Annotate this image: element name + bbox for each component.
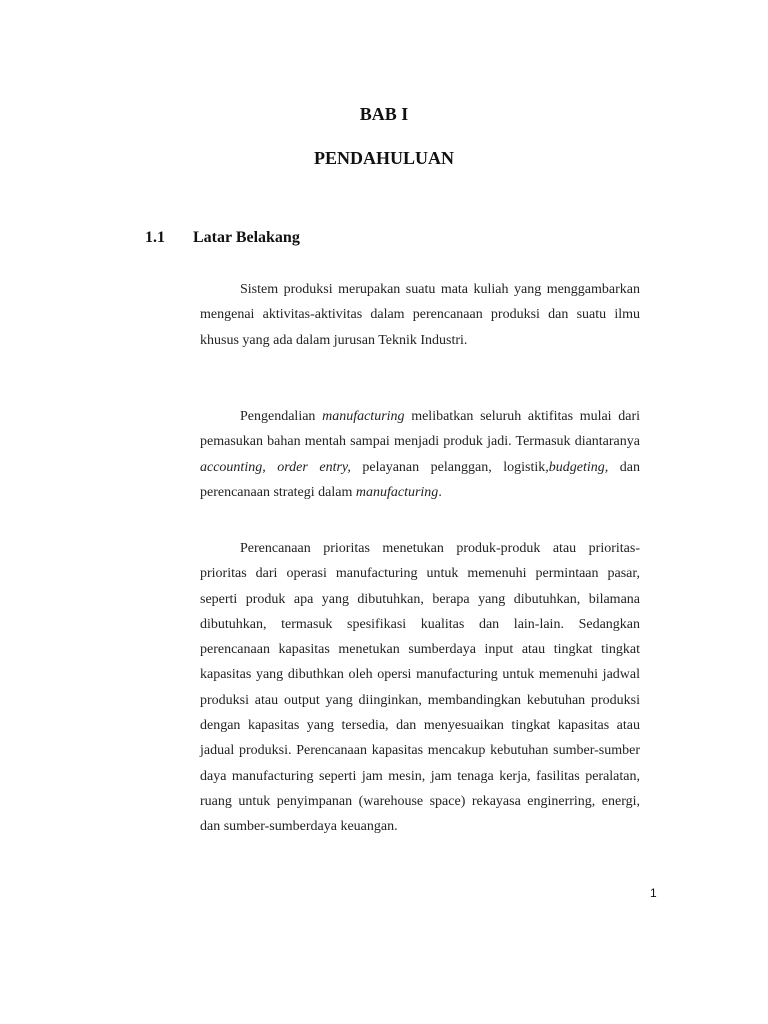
page-number: 1	[650, 886, 657, 900]
paragraph-2	[200, 404, 640, 505]
paragraph-2-italic-4: budgeting,	[548, 459, 609, 475]
paragraph-2-italic-5: manufacturing	[355, 484, 439, 500]
paragraph-2-italic-2: accounting,	[200, 459, 266, 475]
paragraph-2-italic-3: order entry,	[277, 459, 351, 475]
paragraph-2-text-1: Pengendalian	[240, 409, 323, 424]
paragraph-2-italic-1: manufacturing	[322, 409, 405, 424]
chapter-title: PENDAHULUAN	[313, 148, 454, 168]
section-title: Latar Belakang	[193, 229, 300, 246]
paragraph-2-text-6: .	[438, 484, 442, 500]
paragraph-2-text-2: melibatkan seluruh aktifitas mulai dari pemasukan bahan mentah sampai menjadi produk jadi. Termasuk diantaranya	[200, 409, 641, 450]
section-heading	[145, 229, 300, 247]
section-number: 1.1	[145, 229, 165, 246]
paragraph-1: Sistem produksi merupakan suatu mata kuliah yang menggambarkan mengenai aktivitas-aktivitas dalam perencanaan produksi dan suatu ilmu khusus yang ada dalam jurusan Teknik Industri.	[200, 282, 640, 348]
paragraph-3: Perencanaan prioritas menetukan produk-produk atau prioritas-prioritas dari operasi manufacturing untuk memenuhi permintaan pasar, seperti produk apa yang dibutuhkan, berapa yang dibutuhkan, bilamana dibutuhkan, termasuk spesifikasi kualitas dan lain-lain. Sedangkan perencanaan kapasitas menetukan sumberdaya input atau tingkat tingkat kapasitas yang dibuthkan oleh opersi manufacturing untuk memenuhi jadwal produksi atau output yang diinginkan, membandingkan kebutuhan produksi dengan kapasitas yang tersedia, dan menyesuaikan tingkat kapasitas atau jadual produksi. Perencanaan kapasitas mencakup kebutuhan sumber-sumber daya manufacturing seperti jam mesin, jam tenaga kerja, fasilitas peralatan, ruang untuk penyimpanan (warehouse space) rekayasa enginerring, energi, dan sumber-sumberdaya keuangan.	[200, 541, 640, 835]
paragraph-2-text-4: pelayanan pelanggan, logistik,	[350, 459, 549, 475]
chapter-number: BAB I	[359, 104, 409, 124]
paragraph-2-text-3	[266, 460, 278, 475]
paragraph-2-text-5: dan perencanaan strategi dalam	[200, 459, 640, 500]
